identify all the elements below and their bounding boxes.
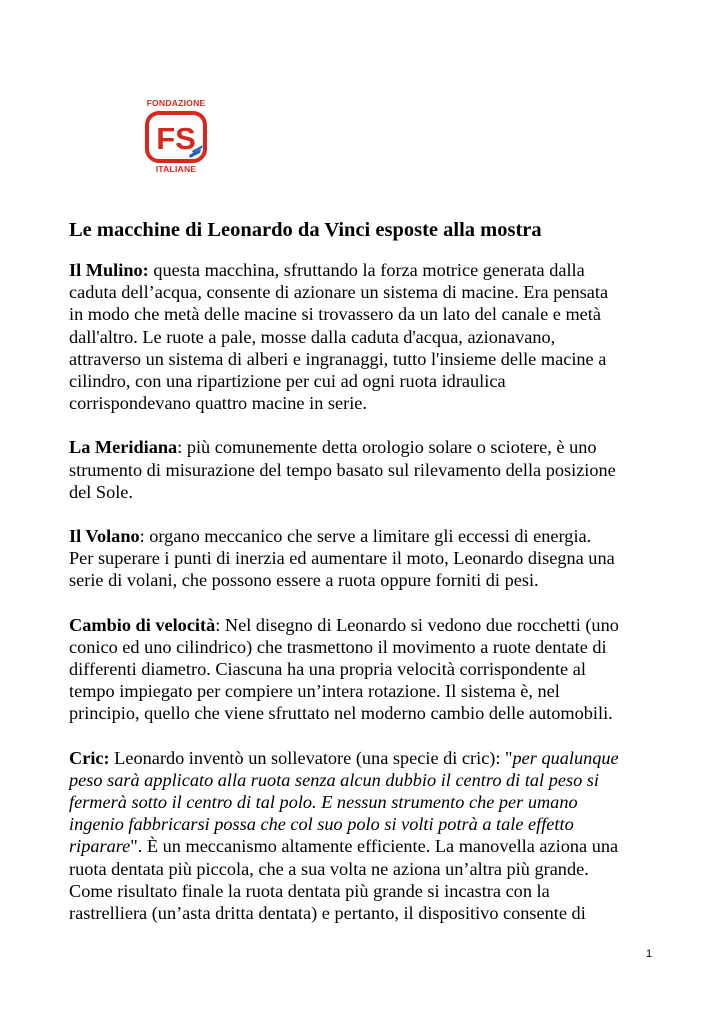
- logo-mark-text: FS: [156, 121, 196, 156]
- term-cambio: Cambio di velocità: [69, 614, 216, 635]
- term-volano: Il Volano: [69, 526, 140, 547]
- text-meridiana: : più comunemente detta orologio solare o sciotere, è uno strumento di misurazione del tempo basato sul rilevamento della posizione del Sole.: [69, 437, 616, 502]
- text-volano: : organo meccanico che serve a limitare gli eccessi di energia. Per superare i punti di inerzia ed aumentare il moto, Leonardo disegna una serie di volani, che possono essere a ruota oppure forniti di pesi.: [69, 526, 615, 591]
- page-title: Le macchine di Leonardo da Vinci esposte alla mostra: [69, 219, 542, 241]
- fondazione-fs-logo: [138, 98, 214, 184]
- fs-logo-mark: [145, 111, 207, 163]
- paragraph-cambio: [69, 614, 669, 725]
- paragraph-cric: [69, 747, 669, 925]
- text-cric-rest: ". È un meccanismo altamente efficiente. La manovella aziona una ruota dentata più piccola, che a sua volta ne aziona un’altra più grande. Come risultato finale la ruota dentata più grande si incastra con la rastrelliera (un’asta dritta dentata) e pertanto, il dispositivo consente di: [69, 836, 619, 924]
- paragraph-volano: [69, 525, 669, 592]
- term-mulino: Il Mulino:: [69, 260, 149, 280]
- text-cambio: : Nel disegno di Leonardo si vedono due rocchetti (uno conico ed uno cilindrico) che trasmettono il movimento a ruote dentate di differenti diametro. Ciascuna ha una propria velocità corrispondente al tempo impiegato per compiere un’intera rotazione. Il sistema è, nel principio, quello che viene sfruttato nel moderno cambio delle automobili.: [69, 614, 619, 724]
- logo-bottom-text: ITALIANE: [155, 164, 197, 174]
- text-mulino: questa macchina, sfruttando la forza motrice generata dalla caduta dell’acqua, consente di azionare un sistema di macine. Era pensata in modo che metà delle macine si trovassero da un lato del canale e metà dall'altro. Le ruote a pale, mosse dalla caduta d'acqua, azionavano, attraverso un sistema di alberi e ingranaggi, tutto l'insieme delle macine a cilindro, con una ripartizione per cui ad ogni ruota idraulica corrispondevano quattro macine in serie.: [69, 260, 609, 414]
- page-number: 1: [646, 948, 653, 960]
- text-cric-intro: Leonardo inventò un sollevatore (una specie di cric): ": [109, 747, 513, 768]
- paragraph-mulino: [69, 259, 669, 414]
- text-cric-quote: per qualunque peso sarà applicato alla ruota senza alcun dubbio il centro di tal peso si fermerà sotto il centro di tal polo. E nessun strumento che per umano ingenio fabbricarsi possa che col suo polo si volti potrà a tale effetto riparare: [69, 747, 619, 857]
- term-cric: Cric:: [69, 747, 110, 768]
- paragraph-meridiana: [69, 436, 669, 503]
- document-content: [69, 216, 669, 946]
- term-meridiana: La Meridiana: [69, 437, 178, 458]
- logo-top-text: FONDAZIONE: [146, 98, 206, 108]
